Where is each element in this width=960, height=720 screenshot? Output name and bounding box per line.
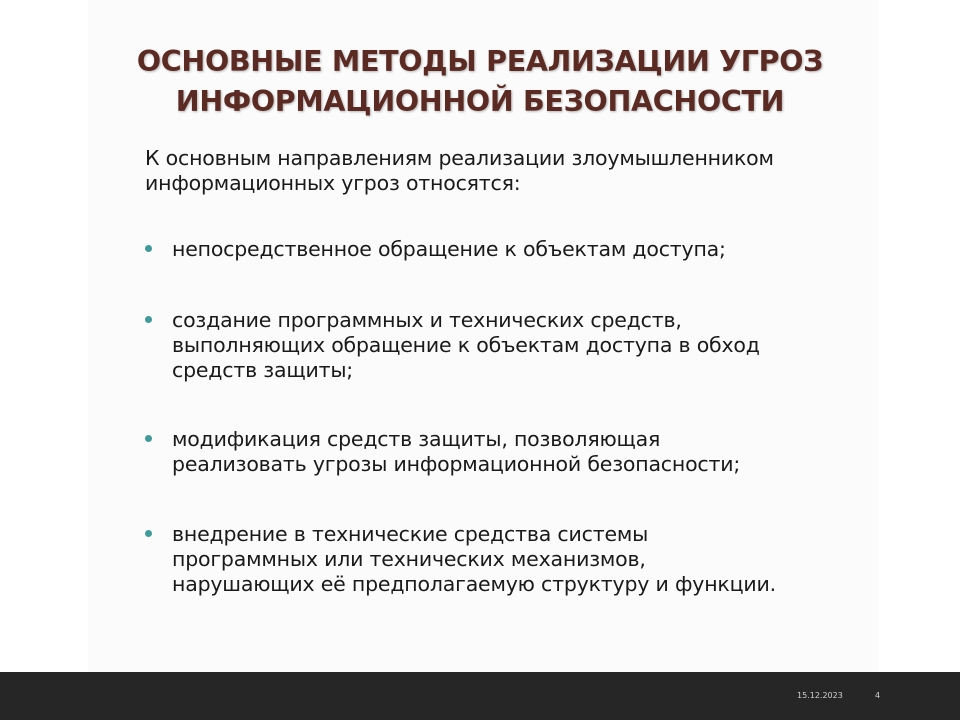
bullet-text-line: создание программных и технических средств, [172, 308, 682, 332]
bullet-icon [145, 435, 152, 442]
bullet-icon [145, 316, 152, 323]
bullet-text-line: программных или технических механизмов, [172, 547, 646, 571]
bullet-item [172, 522, 862, 597]
bullet-text-line: выполняющих обращение к объектам доступа в обход [172, 333, 760, 357]
bullet-item [172, 427, 862, 477]
bullet-text-line: средств защиты; [172, 358, 354, 382]
slide-title-line-1: ОСНОВНЫЕ МЕТОДЫ РЕАЛИЗАЦИИ УГРОЗ [136, 45, 824, 78]
bullet-icon [145, 530, 152, 537]
page-number: 4 [875, 691, 881, 700]
intro-line-1: К основным направлениям реализации злоумышленником [145, 146, 774, 170]
intro-text [145, 146, 865, 196]
footer-date: 15.12.2023 [797, 691, 843, 700]
bullet-text-line: непосредственное обращение к объектам доступа; [172, 237, 726, 261]
intro-line-2: информационных угроз относятся: [145, 171, 521, 195]
bullet-text-line: модификация средств защиты, позволяющая [172, 427, 661, 451]
bullet-item [172, 308, 862, 383]
bullet-item [172, 237, 862, 262]
bullet-icon [145, 245, 152, 252]
slide-title [100, 42, 860, 122]
bullet-text-line: внедрение в технические средства системы [172, 522, 649, 546]
slide-title-line-2: ИНФОРМАЦИОННОЙ БЕЗОПАСНОСТИ [175, 85, 785, 118]
bullet-text-line: реализовать угрозы информационной безопасности; [172, 452, 741, 476]
bullet-text-line: нарушающих её предполагаемую структуру и функции. [172, 572, 776, 596]
